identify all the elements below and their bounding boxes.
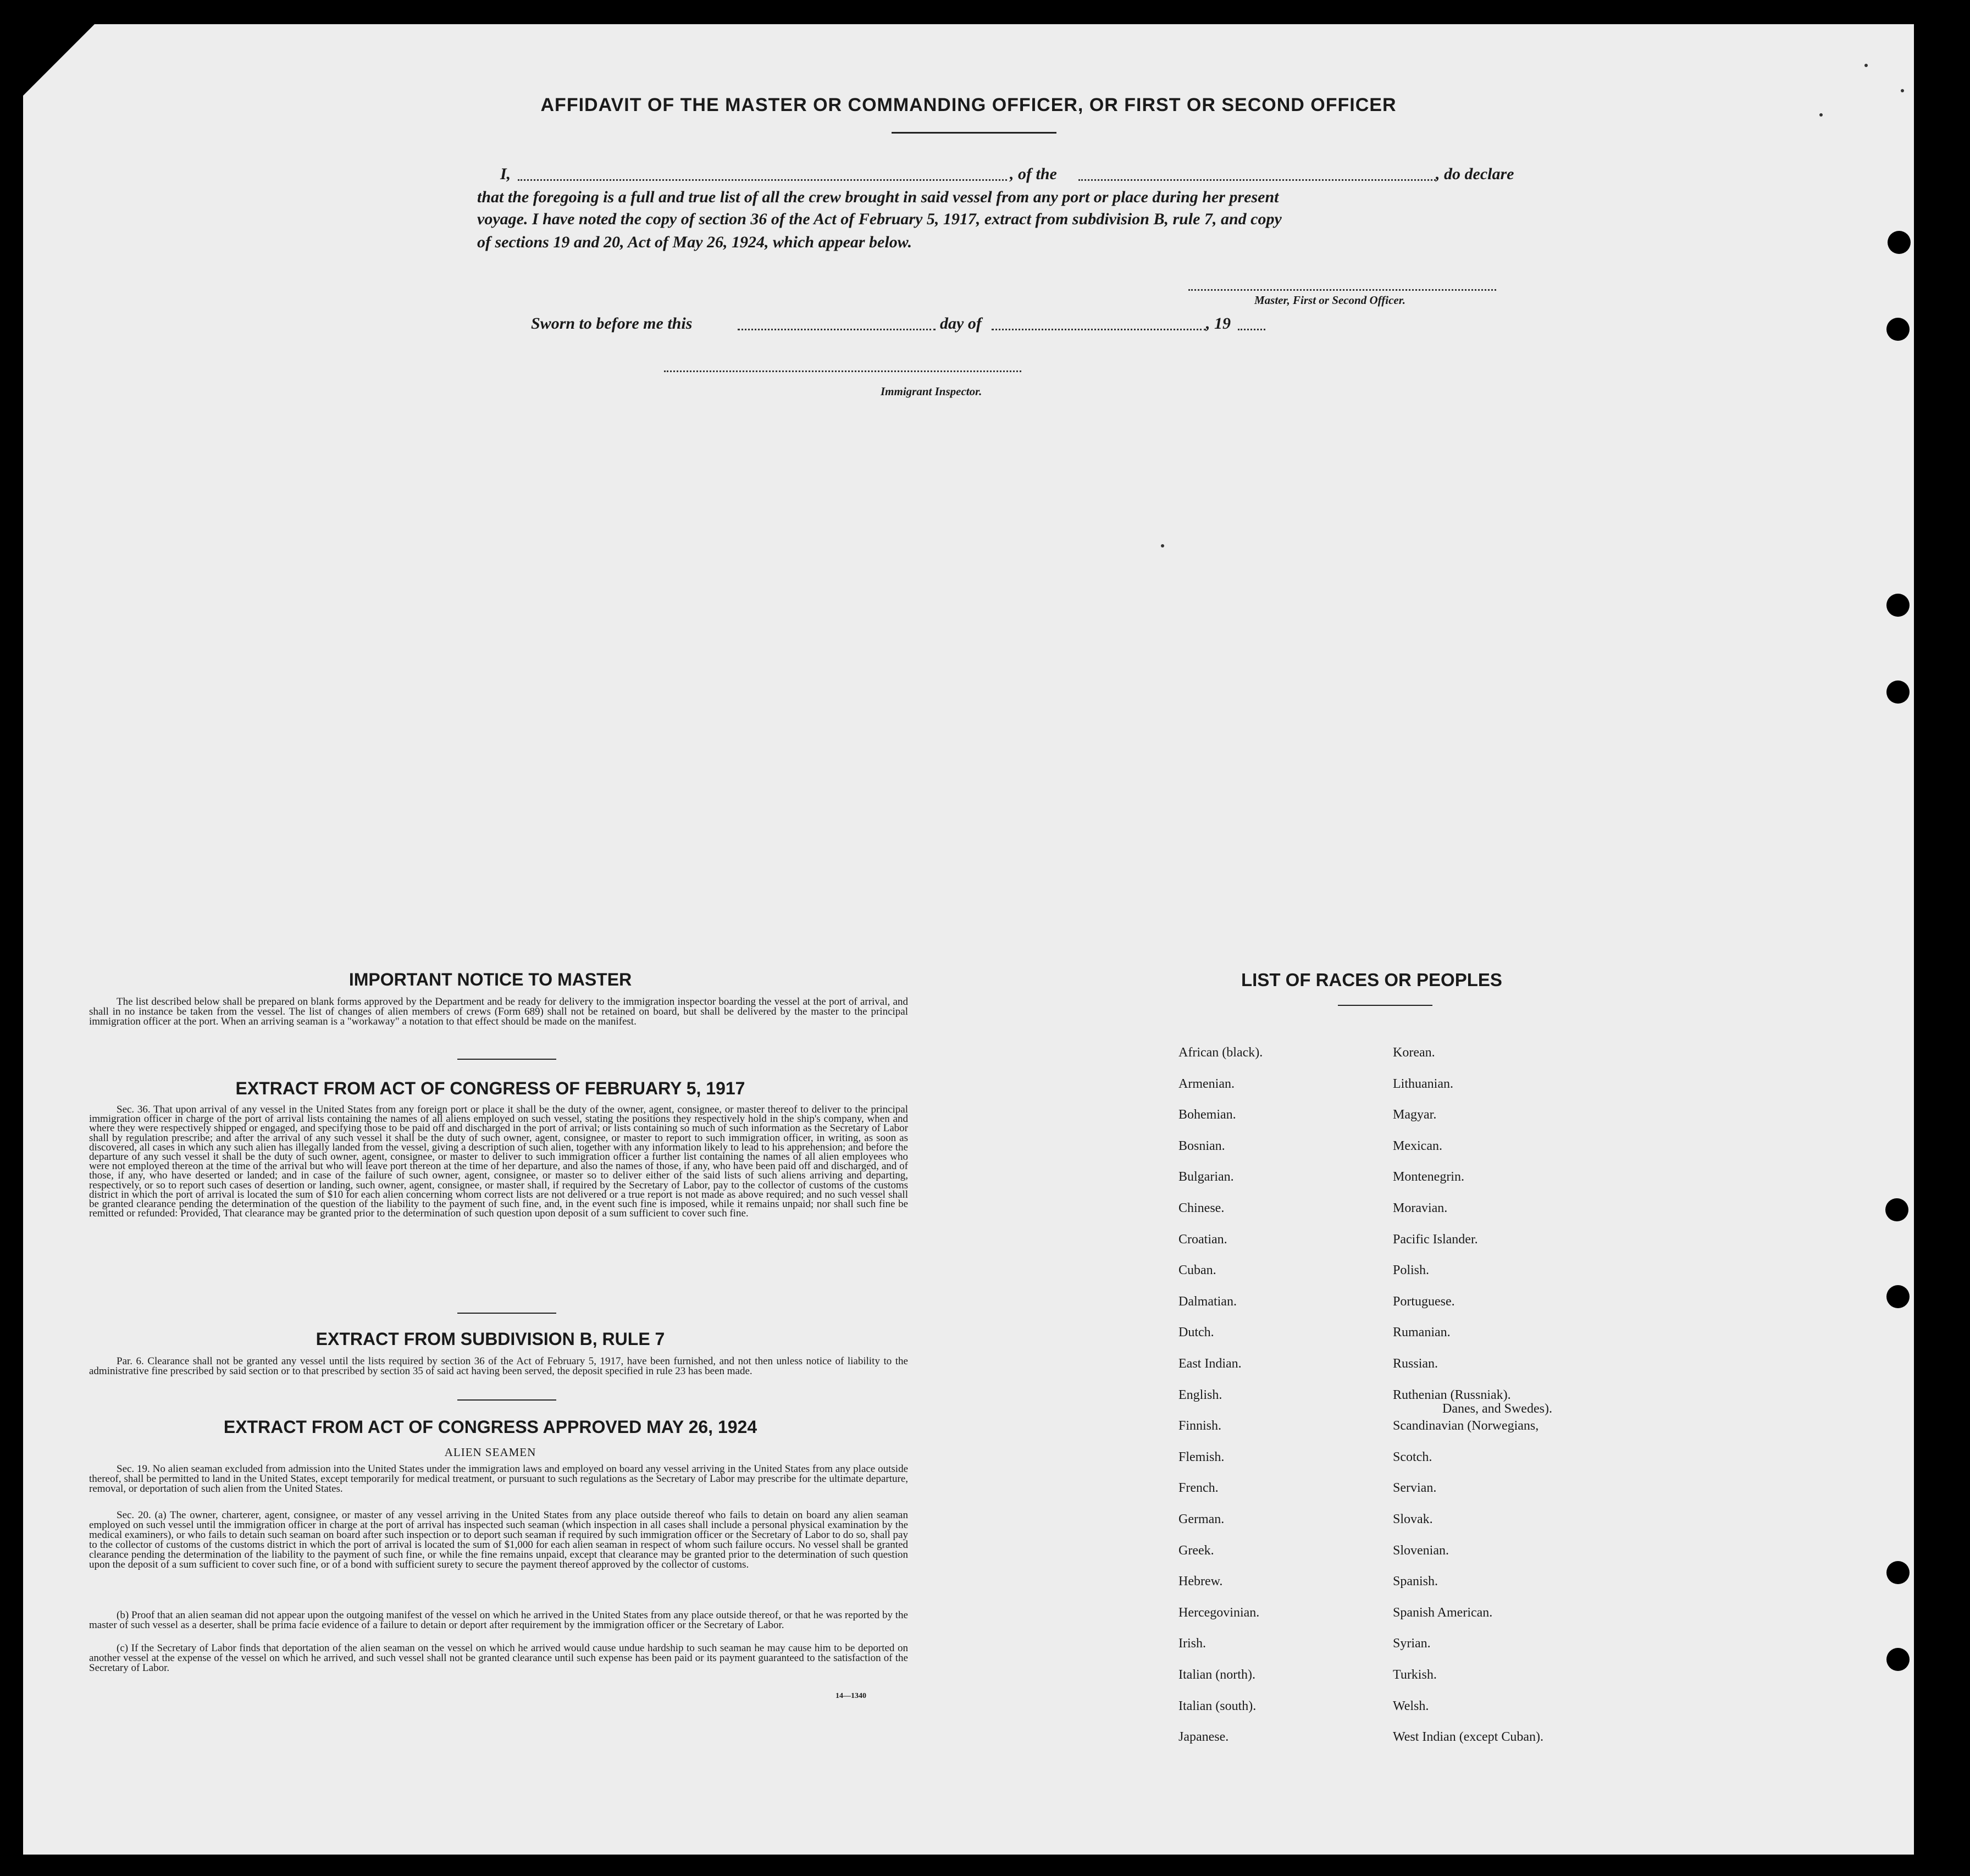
race-item: Magyar. [1393, 1108, 1437, 1122]
sec20c-text [89, 1643, 908, 1673]
race-item: Italian (north). [1178, 1668, 1255, 1682]
sec19-body: Sec. 19. No alien seaman excluded from admission into the United States under the immigration laws and employed on board any vessel arriving in the United States from any place outside thereof, shall be permitted to land in the United States, except temporarily for medical treatment, or pursuant to such regulations as the Secretary of Labor may prescribe for the ultimate departure, removal, or deportation of such alien from the United States. [89, 1463, 908, 1495]
declaration-line-3: voyage. I have noted the copy of section 36 of the Act of February 5, 1917, extract from subdivision B, rule 7, and copy [477, 210, 1282, 228]
declaration-line-4: of sections 19 and 20, Act of May 26, 1924, which appear below. [477, 233, 912, 251]
extract-1917-text [89, 1105, 908, 1218]
race-item: Bulgarian. [1178, 1170, 1234, 1185]
sworn-label: Sworn to before me this [531, 314, 693, 333]
year-label: , 19 [1206, 314, 1231, 333]
master-signature-field[interactable] [1188, 289, 1496, 291]
race-item: Ruthenian (Russniak). [1393, 1387, 1511, 1402]
sec19-text [89, 1464, 908, 1494]
race-item: West Indian (except Cuban). [1393, 1730, 1543, 1745]
race-item: English. [1178, 1387, 1222, 1402]
race-item: Spanish American. [1393, 1605, 1493, 1620]
inspector-caption: Immigrant Inspector. [881, 385, 982, 398]
race-item: Slovenian. [1393, 1543, 1449, 1558]
race-item: Hercegovinian. [1178, 1605, 1260, 1620]
race-item: Mexican. [1393, 1138, 1442, 1153]
form-number: 14—1340 [835, 1692, 866, 1700]
speck [1901, 89, 1904, 92]
race-item: Italian (south). [1178, 1698, 1257, 1713]
race-item: Spanish. [1393, 1574, 1438, 1589]
punch-hole [1885, 1198, 1908, 1221]
race-item: Pacific Islander. [1393, 1232, 1478, 1247]
race-item: African (black). [1178, 1045, 1263, 1060]
race-item: Chinese. [1178, 1201, 1225, 1215]
punch-hole [1886, 318, 1910, 341]
race-item: Slovak. [1393, 1512, 1433, 1526]
day-of-label: day of [940, 314, 982, 333]
race-item: Dalmatian. [1178, 1294, 1237, 1309]
races-title-rule [1338, 1005, 1432, 1006]
punch-hole [1886, 594, 1910, 617]
notice-text [89, 997, 908, 1027]
race-item: Japanese. [1178, 1730, 1229, 1745]
race-item: Servian. [1393, 1481, 1437, 1496]
race-item: Lithuanian. [1393, 1076, 1453, 1091]
race-item: Bohemian. [1178, 1108, 1236, 1122]
race-item: Croatian. [1178, 1232, 1227, 1247]
race-item: Dutch. [1178, 1325, 1214, 1340]
punch-hole [1886, 1285, 1910, 1308]
sworn-year-field[interactable] [1238, 329, 1265, 330]
sec20b-text [89, 1611, 908, 1630]
race-item: Syrian. [1393, 1636, 1431, 1651]
folded-corner [23, 24, 95, 96]
sworn-day-field[interactable] [738, 329, 936, 330]
notice-title: IMPORTANT NOTICE TO MASTER [348, 970, 632, 989]
race-item: Rumanian. [1393, 1325, 1451, 1340]
i-label: I, [500, 165, 511, 183]
rule7-rule [457, 1399, 556, 1401]
race-item: Korean. [1393, 1045, 1435, 1060]
race-item: Polish. [1393, 1263, 1430, 1278]
master-caption: Master, First or Second Officer. [1254, 294, 1405, 307]
race-item-scandinavian-cont: Danes, and Swedes). [1442, 1402, 1552, 1416]
punch-hole [1886, 1648, 1910, 1671]
race-item: German. [1178, 1512, 1225, 1526]
race-item: Armenian. [1178, 1076, 1235, 1091]
inspector-signature-field[interactable] [664, 370, 1021, 372]
race-item: Moravian. [1393, 1201, 1448, 1215]
rule7-title: EXTRACT FROM SUBDIVISION B, RULE 7 [316, 1329, 665, 1349]
rule7-body: Par. 6. Clearance shall not be granted any vessel until the lists required by section 36 of the Act of February 5, 1917, have been furnished, and not then unless notice of liability to the administrative fine prescribed by said section or to that prescribed by section 35 of said act having been served, the deposit specified in rule 23 has been made. [89, 1355, 908, 1377]
extract-1924-title: EXTRACT FROM ACT OF CONGRESS APPROVED MAY 26, 1924 [223, 1417, 757, 1437]
sec20a-body: Sec. 20. (a) The owner, charterer, agent, consignee, or master of any vessel arriving in the United States from any place outside thereof who fails to detain on board any alien seaman employed on such vessel until the immigration officer in charge at the port of arrival has inspected such seaman (which inspection in all cases shall include a personal physical examination by the medical examiners), or who fails to detain such seaman on board after such inspection or to deport such seaman if required by such immigration officer or the Secretary of Labor to do so, shall pay to the collector of customs of the customs district in which the port of arrival is located the sum of $1,000 for each alien seaman in respect of whom such failure occurs. No vessel shall be granted clearance pending the determination of the liability to the payment of such fine, or while the fine remains unpaid, except that clearance may be granted prior to the determination of such question upon the deposit of a sum sufficient to cover such fine, or of a bond with sufficient surety to secure the payment thereof approved by the collector of customs. [89, 1509, 908, 1570]
race-item: French. [1178, 1481, 1219, 1496]
race-item: Greek. [1178, 1543, 1214, 1558]
race-item: Portuguese. [1393, 1294, 1455, 1309]
race-item: Scotch. [1393, 1449, 1432, 1464]
race-item: Hebrew. [1178, 1574, 1223, 1589]
extract-1917-body: Sec. 36. That upon arrival of any vessel in the United States from any foreign port or place it shall be the duty of the owner, agent, consignee, or master thereof to deliver to the principal immigration officer in charge of the port of arrival lists containing the names of all aliens employed on such vessel, stating the positions they respectively hold in the ship's company, when and where they were respectively shipped or engaged, and specifying those to be paid off and discharged in the port of arrival; or lists containing so much of such information as the Secretary of Labor shall by regulation prescribe; and after the arrival of any such vessel it shall be the duty of such owner, agent, consignee, or master to report to such immigration officer, in writing, as soon as discovered, all cases in which any such alien has illegally landed from the vessel, giving a description of such alien, together with any information likely to lead to his apprehension; and before the departure of any such vessel it shall be the duty of such owner, agent, consignee, or master to deliver to such immigration officer a further list containing the names of all alien employees who were not employed thereon at the time of the arrival but who will leave port thereon at the time of her departure, and also the names of those, if any, who have been paid off and discharged, and of those, if any, who have deserted or landed; and in case of the failure of such owner, agent, consignee, or master so to deliver either of the said lists of such aliens arriving and departing, respectively, or so to report such cases of desertion or landing, such owner, agent, consignee, or master shall, if required by the Secretary of Labor, pay to the collector of customs of the customs district in which the port of arrival is located the sum of $10 for each alien concerning whom correct lists are not delivered or a true report is not made as above required; and no such vessel shall be granted clearance pending the determination of the question of the liability to the payment of such fine, and, in the event such fine is imposed, while it remains unpaid; nor shall such fine be remitted or refunded: Provided, That clearance may be granted prior to the determination of such question upon deposit of a sum sufficient to cover such fine. [89, 1104, 908, 1220]
race-item: Irish. [1178, 1636, 1206, 1651]
race-item: Montenegrin. [1393, 1170, 1464, 1185]
race-item: Russian. [1393, 1357, 1438, 1371]
race-item: Bosnian. [1178, 1138, 1225, 1153]
race-item: Turkish. [1393, 1668, 1437, 1682]
declaration-line-2: that the foregoing is a full and true list of all the crew brought in said vessel from any port or place during her present [477, 188, 1279, 206]
sworn-month-field[interactable] [992, 329, 1206, 330]
affidavit-title: AFFIDAVIT OF THE MASTER OR COMMANDING OFFICER, OR FIRST OR SECOND OFFICER [540, 95, 1397, 115]
punch-hole [1888, 231, 1911, 254]
race-item: Flemish. [1178, 1449, 1225, 1464]
races-title: LIST OF RACES OR PEOPLES [1241, 970, 1502, 990]
race-item: Cuban. [1178, 1263, 1216, 1278]
notice-rule [457, 1059, 556, 1060]
of-the-label: , of the [1010, 165, 1057, 183]
race-item: Finnish. [1178, 1419, 1222, 1434]
form-page [23, 24, 1914, 1855]
notice-text-body: The list described below shall be prepared on blank forms approved by the Department and be ready for delivery to the immigration inspector boarding the vessel at the port of arrival, and shall in no instance be taken from the vessel. The list of changes of alien members of crews (Form 689) shall not be retained on board, but shall be delivered by the master to the principal immigration officer at the port. When an arriving seaman is a "workaway" a notation to that effect should be made on the manifest. [89, 996, 908, 1027]
name-field[interactable] [518, 179, 1007, 181]
sec20a-text [89, 1510, 908, 1570]
speck [1161, 544, 1164, 547]
extract-1917-title: EXTRACT FROM ACT OF CONGRESS OF FEBRUARY 5, 1917 [235, 1078, 745, 1098]
extract-1917-rule [457, 1313, 556, 1314]
alien-seamen-subtitle: ALIEN SEAMEN [444, 1446, 536, 1459]
speck [1819, 113, 1823, 117]
punch-hole [1886, 680, 1910, 704]
sec20c-body: (c) If the Secretary of Labor finds that deportation of the alien seaman on the vessel on which he arrived would cause undue hardship to such seaman he may cause him to be deported on another vessel at the expense of the vessel on which he arrived, and such vessel shall not be granted clearance until such expense has been paid or its payment guaranteed to the satisfaction of the Secretary of Labor. [89, 1642, 908, 1674]
do-declare-label: , do declare [1436, 165, 1514, 183]
speck [1864, 64, 1868, 67]
race-item: Scandinavian (Norwegians, [1393, 1419, 1539, 1434]
rule7-text [89, 1357, 908, 1376]
vessel-field[interactable] [1078, 179, 1436, 181]
affidavit-title-rule [892, 132, 1056, 134]
race-item: Welsh. [1393, 1698, 1429, 1713]
punch-hole [1886, 1561, 1910, 1584]
race-item: East Indian. [1178, 1357, 1242, 1371]
sec20b-body: (b) Proof that an alien seaman did not appear upon the outgoing manifest of the vessel on which he arrived in the United States from any place outside thereof, or that he was reported by the master of such vessel as a deserter, shall be prima facie evidence of a failure to detain or deport after requirement by the immigration officer or the Secretary of Labor. [89, 1609, 908, 1631]
